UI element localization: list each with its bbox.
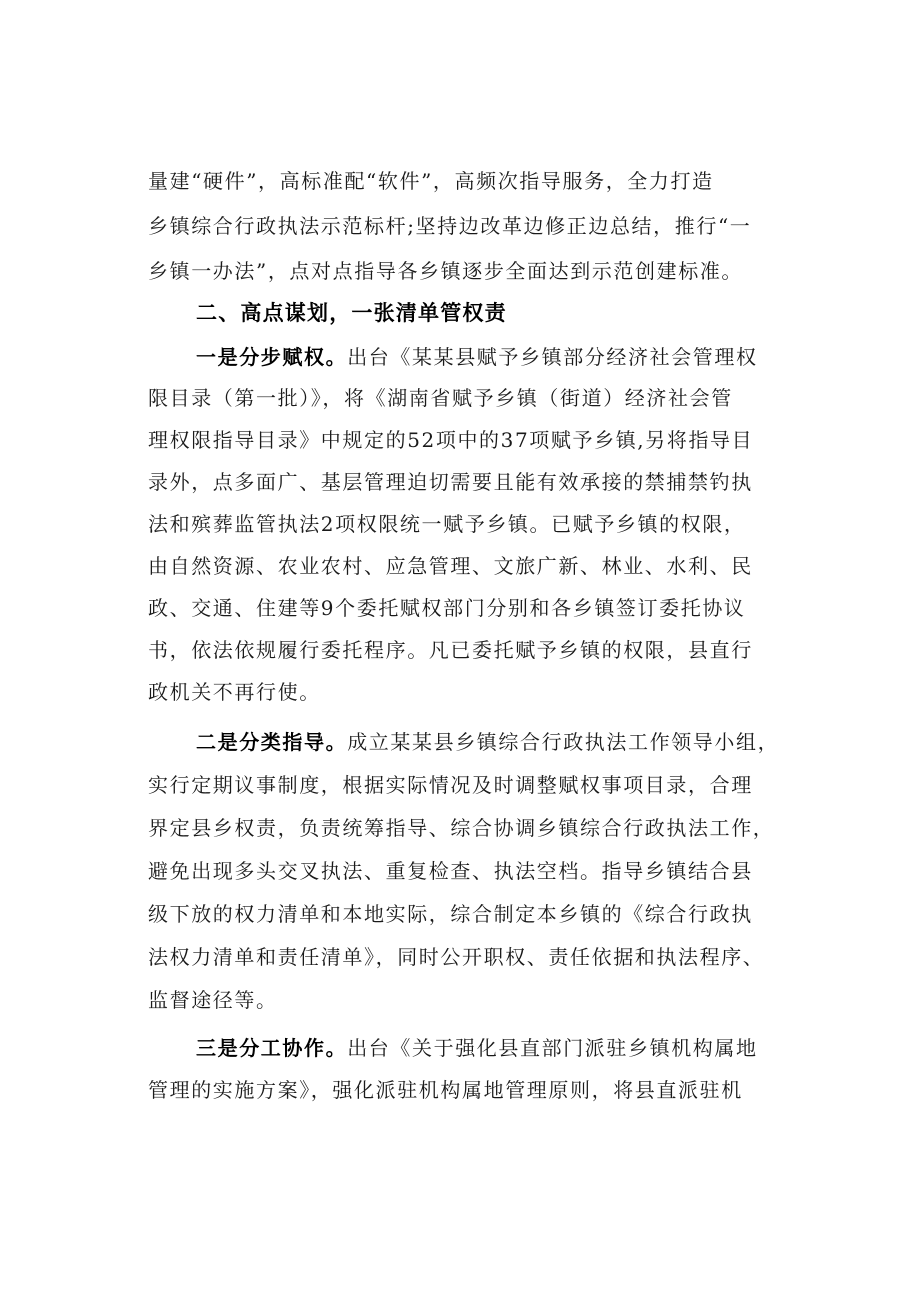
text-segment: 由自然资源、农业农村、应急管理、文旅广新、林业、水利、民 [148, 554, 753, 578]
body-text-line [148, 425, 808, 455]
body-text-line [148, 509, 808, 539]
body-text-line [148, 856, 808, 886]
paragraph-first-line [196, 342, 808, 372]
heading-text: 二、高点谋划，一张清单管权责 [196, 301, 507, 325]
body-text-line [148, 383, 808, 413]
body-text-line [148, 593, 808, 623]
paragraph-first-line [196, 727, 808, 757]
text-segment: 限目录（第一批）》，将《湖南省赋予乡镇（街道）经济社会管 [148, 386, 733, 410]
body-text-line [148, 942, 808, 972]
body-text-line [148, 985, 808, 1015]
text-segment: 出台《某某县赋予乡镇部分经济社会管理权 [347, 345, 758, 369]
text-segment: 避免出现多头交叉执法、重复检查、执法空档。指导乡镇结合县 [148, 859, 753, 883]
body-text-line [148, 211, 808, 241]
text-segment: 量建“硬件”，高标准配“软件”，高频次指导服务，全力打造 [148, 169, 714, 193]
text-segment: 政、交通、住建等9个委托赋权部门分别和各乡镇签订委托协议 [148, 596, 746, 620]
body-text-line [148, 899, 808, 929]
body-text-line [148, 677, 808, 707]
text-segment: 理权限指导目录》中规定的52项中的37项赋予乡镇,另将指导目 [148, 428, 754, 452]
body-text-line [148, 770, 808, 800]
text-segment: 实行定期议事制度，根据实际情况及时调整赋权事项目录，合理 [148, 773, 753, 797]
text-segment: 乡镇综合行政执法示范标杆;坚持边改革边修正边总结，推行“一 [148, 214, 752, 238]
paragraph-lead: 二是分类指导。 [196, 730, 348, 754]
section-heading [196, 298, 808, 328]
text-segment: 出台《关于强化县直部门派驻乡镇机构属地 [347, 1036, 758, 1060]
paragraph-lead: 一是分步赋权。 [196, 345, 348, 369]
body-text-line [148, 166, 808, 196]
body-text-line [148, 635, 808, 665]
paragraph-first-line [196, 1033, 808, 1063]
body-text-line [148, 1075, 808, 1105]
text-segment: 法权力清单和责任清单》，同时公开职权、责任依据和执法程序、 [148, 945, 765, 969]
text-segment: 乡镇一办法”，点对点指导各乡镇逐步全面达到示范创建标准。 [148, 259, 744, 283]
paragraph-lead: 三是分工协作。 [196, 1036, 348, 1060]
text-segment: 成立某某县乡镇综合行政执法工作领导小组， [347, 730, 780, 754]
text-segment: 书，依法依规履行委托程序。凡已委托赋予乡镇的权限，县直行 [148, 638, 753, 662]
text-segment: 法和殡葬监管执法2项权限统一赋予乡镇。已赋予乡镇的权限， [148, 512, 746, 536]
text-segment: 监督途径等。 [148, 988, 278, 1012]
text-segment: 级下放的权力清单和本地实际，综合制定本乡镇的《综合行政执 [148, 902, 753, 926]
text-segment: 管理的实施方案》，强化派驻机构属地管理原则，将县直派驻机 [148, 1078, 743, 1102]
body-text-line [148, 551, 808, 581]
text-segment: 界定县乡权责，负责统筹指导、综合协调乡镇综合行政执法工作， [148, 816, 775, 840]
text-segment: 录外，点多面广、基层管理迫切需要且能有效承接的禁捕禁钓执 [148, 470, 753, 494]
body-text-line [148, 467, 808, 497]
text-segment: 政机关不再行使。 [148, 680, 321, 704]
body-text-line [148, 256, 808, 286]
body-text-line [148, 813, 808, 843]
